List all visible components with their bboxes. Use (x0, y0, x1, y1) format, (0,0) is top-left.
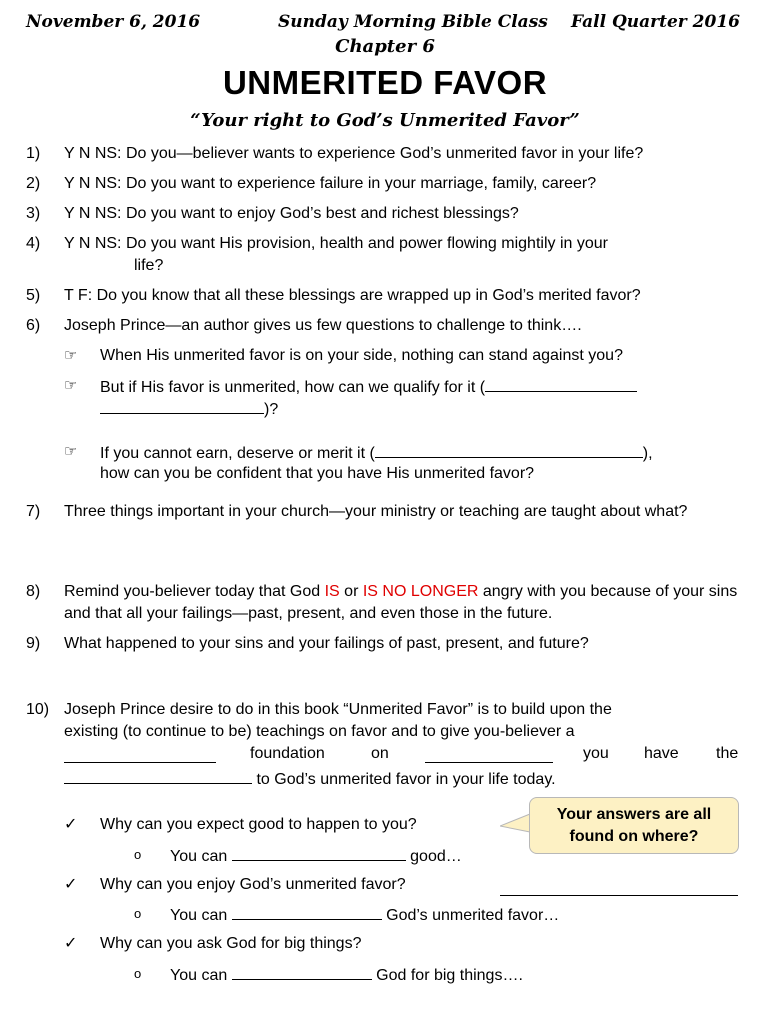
item-number: 4) (26, 235, 41, 252)
pointing-hand-icon: ☞ (64, 443, 78, 460)
answer-blank[interactable] (232, 844, 406, 861)
item-number: 8) (26, 583, 41, 600)
pointing-hand-icon: ☞ (64, 347, 78, 364)
header-quarter: Fall Quarter 2016 (571, 12, 740, 32)
bullet-text-continued: )? (100, 397, 746, 421)
item-text: Three things important in your church—your ministry or teaching are taught about what? (64, 503, 688, 520)
answer-blank[interactable] (232, 903, 382, 920)
item-text: Y N NS: Do you want His provision, health and power flowing mightily in your (64, 235, 608, 252)
answer-blank[interactable] (500, 879, 738, 896)
is-no-longer-highlight: IS NO LONGER (362, 583, 479, 600)
chapter-heading: Chapter 6 (335, 36, 435, 57)
item-text: Y N NS: Do you want to enjoy God’s best and richest blessings? (64, 205, 519, 222)
item-number: 6) (26, 317, 41, 334)
bullet-text-continued: how can you be confident that you have His unmerited favor? (100, 465, 535, 482)
item-text: Joseph Prince—an author gives us few questions to challenge to think…. (64, 317, 582, 334)
header-date: November 6, 2016 (26, 12, 201, 32)
pointing-hand-icon: ☞ (64, 377, 78, 394)
bullet-text: When His unmerited favor is on your side, nothing can stand against you? (100, 347, 623, 364)
item-number: 7) (26, 503, 41, 520)
item-text: T F: Do you know that all these blessings are wrapped up in God’s merited favor? (64, 287, 641, 304)
item-text-continued: foundation on you have the (64, 743, 746, 765)
check-icon: ✓ (64, 876, 78, 893)
check-answer-line: You can good… (170, 844, 462, 868)
check-icon: ✓ (64, 935, 78, 952)
item-number: 10) (26, 701, 50, 718)
item-text-continued: life? (134, 257, 164, 274)
item-number: 2) (26, 175, 41, 192)
check-question: Why can you expect good to happen to you? (100, 816, 417, 833)
answer-blank[interactable] (64, 767, 252, 784)
header-class-name: Sunday Morning Bible Class (278, 12, 548, 32)
circle-bullet-icon: o (134, 906, 142, 921)
item-number: 9) (26, 635, 41, 652)
bullet-text: If you cannot earn, deserve or merit it ( ), (100, 441, 746, 465)
callout-note: Your answers are all found on where? (529, 797, 739, 854)
item-text: Y N NS: Do you—believer wants to experience God’s unmerited favor in your life? (64, 145, 644, 162)
item-text-continued: existing (to continue to be) teachings on favor and to give you-believer a (64, 723, 575, 740)
item-text: What happened to your sins and your failings of past, present, and future? (64, 635, 589, 652)
check-icon: ✓ (64, 816, 78, 833)
bullet-text: But if His favor is unmerited, how can we qualify for it ( (100, 375, 746, 399)
item-text: Joseph Prince desire to do in this book “Unmerited Favor” is to build upon the (64, 701, 612, 718)
circle-bullet-icon: o (134, 847, 142, 862)
item-text: Remind you-believer today that God IS or IS NO LONGER angry with you because of your sins and that all your failings—past, present, and even those in the future. (64, 583, 738, 622)
check-answer-line: You can God for big things…. (170, 963, 523, 987)
check-question: Why can you enjoy God’s unmerited favor? (100, 876, 406, 893)
answer-blank[interactable] (485, 375, 637, 392)
check-answer-line: You can God’s unmerited favor… (170, 903, 559, 927)
page-title: UNMERITED FAVOR (222, 64, 548, 101)
answer-blank[interactable] (232, 963, 372, 980)
item-number: 5) (26, 287, 41, 304)
check-question: Why can you ask God for big things? (100, 935, 362, 952)
page-header (26, 12, 740, 38)
item-text: Y N NS: Do you want to experience failure in your marriage, family, career? (64, 175, 597, 192)
is-highlight: IS (324, 583, 340, 600)
page-subtitle: “Your right to God’s Unmerited Favor” (190, 110, 580, 131)
answer-blank[interactable] (100, 397, 264, 414)
item-text-continued: to God’s unmerited favor in your life today. (64, 767, 746, 791)
item-number: 1) (26, 145, 41, 162)
answer-blank[interactable] (375, 441, 643, 458)
answer-blank[interactable] (64, 746, 216, 763)
callout-tail (500, 812, 532, 836)
item-number: 3) (26, 205, 41, 222)
answer-blank[interactable] (425, 746, 553, 763)
circle-bullet-icon: o (134, 966, 142, 981)
